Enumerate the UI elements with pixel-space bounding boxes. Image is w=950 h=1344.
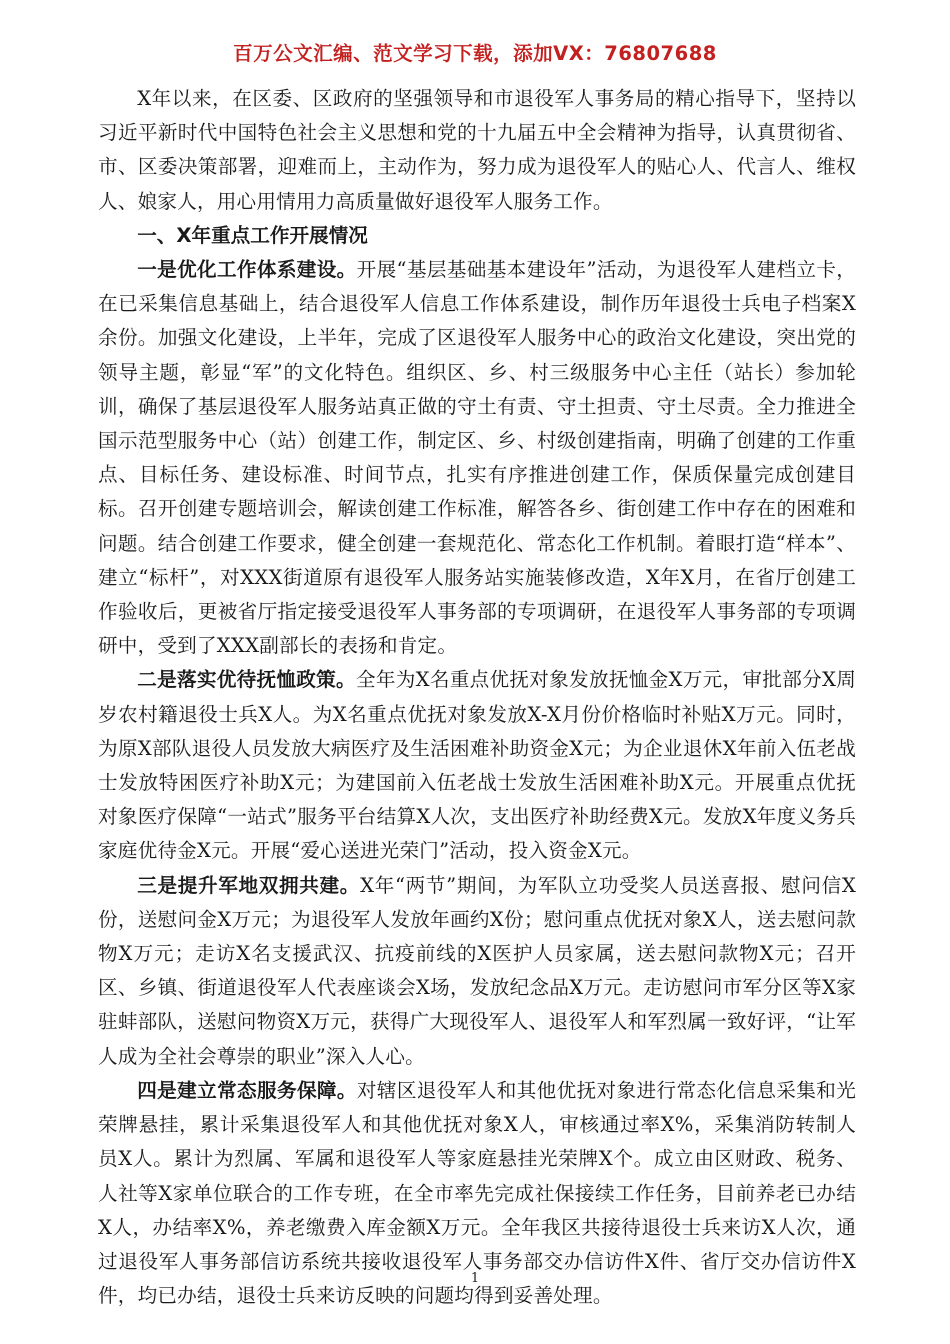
paragraph-text: X年以来，在区委、区政府的坚强领导和市退役军人事务局的精心指导下，坚持以习近平新时代中国特色社会主义思想和党的十九届五中全会精神为指导，认真贯彻省、市、区委决策部署，迎难而上，主动作为，努力成为退役军人的贴心人、代言人、维权人、娘家人，用心用情用力高质量做好退役军人服务工作。 — [98, 87, 856, 213]
paragraph-lead: 二是落实优待抚恤政策。 — [137, 668, 356, 692]
section-heading-1: 一、X年重点工作开展情况 — [137, 223, 368, 247]
paragraph-text: 全年为X名重点优抚对象发放抚恤金X万元，审批部分X周岁农村籍退役士兵X人。为X名重点优抚对象发放X-X月份价格临时补贴X万元。同时，为原X部队退役人员发放大病医疗及生活困难补助资金X元；为企业退休X年前入伍老战士发放特困医疗补助X元；为建国前入伍老战士发放生活困难补助X元。开展重点优抚对象医疗保障“一站式”服务平台结算X人次，支出医疗补助经费X元。发放X年度义务兵家庭优待金X元。开展“爱心送进光荣门”活动，投入资金X元。 — [98, 668, 856, 863]
watermark-banner: 百万公文汇编、范文学习下载，添加VX：76807688 — [233, 42, 717, 65]
document-body — [98, 82, 856, 1313]
paragraph-intro — [98, 82, 856, 219]
paragraph-lead: 四是建立常态服务保障。 — [137, 1078, 357, 1102]
paragraph-point-2 — [98, 663, 856, 868]
paragraph-point-3 — [98, 869, 856, 1074]
paragraph-text: X年“两节”期间，为军队立功受奖人员送喜报、慰问信X份，送慰问金X万元；为退役军人发放年画约X份；慰问重点优抚对象X人，送去慰问款物X万元；走访X名支援武汉、抗疫前线的X医护人员家属，送去慰问款物X元；召开区、乡镇、街道退役军人代表座谈会X场，发放纪念品X万元。走访慰问市军分区等X家驻蚌部队，送慰问物资X万元，获得广大现役军人、退役军人和军烈属一致好评，“让军人成为全社会尊崇的职业”深入人心。 — [98, 873, 856, 1068]
page-number: 1 — [470, 1271, 480, 1286]
paragraph-point-1 — [98, 253, 856, 663]
paragraph-text: 对辖区退役军人和其他优抚对象进行常态化信息采集和光荣牌悬挂，累计采集退役军人和其他优抚对象X人，审核通过率X%，采集消防转制人员X人。累计为烈属、军属和退役军人等家庭悬挂光荣牌X个。成立由区财政、税务、人社等X家单位联合的工作专班，在全市率先完成社保接续工作任务，目前养老已办结X人，办结率X%，养老缴费入库金额X万元。全年我区共接待退役士兵来访X人次，通过退役军人事务部信访系统共接收退役军人事务部交办信访件X件、省厅交办信访件X件，均已办结，退役士兵来访反映的问题均得到妥善处理。 — [98, 1078, 857, 1308]
paragraph-lead: 一是优化工作体系建设。 — [137, 258, 357, 282]
paragraph-lead: 三是提升军地双拥共建。 — [137, 873, 361, 897]
paragraph-text: 开展“基层基础基本建设年”活动，为退役军人建档立卡，在已采集信息基础上，结合退役军人信息工作体系建设，制作历年退役士兵电子档案X余份。加强文化建设，上半年，完成了区退役军人服务中心的政治文化建设，突出党的领导主题，彰显“军”的文化特色。组织区、乡、村三级服务中心主任（站长）参加轮训，确保了基层退役军人服务站真正做的守土有责、守土担责、守土尽责。全力推进全国示范型服务中心（站）创建工作，制定区、乡、村级创建指南，明确了创建的工作重点、目标任务、建设标准、时间节点，扎实有序推进创建工作，保质保量完成创建目标。召开创建专题培训会，解读创建工作标准，解答各乡、街创建工作中存在的困难和问题。结合创建工作要求，健全创建一套规范化、常态化工作机制。着眼打造“样本”、建立“标杆”，对XXX街道原有退役军人服务站实施装修改造，X年X月，在省厅创建工作验收后，更被省厅指定接受退役军人事务部的专项调研，在退役军人事务部的专项调研中，受到了XXX副部长的表扬和肯定。 — [98, 258, 857, 658]
